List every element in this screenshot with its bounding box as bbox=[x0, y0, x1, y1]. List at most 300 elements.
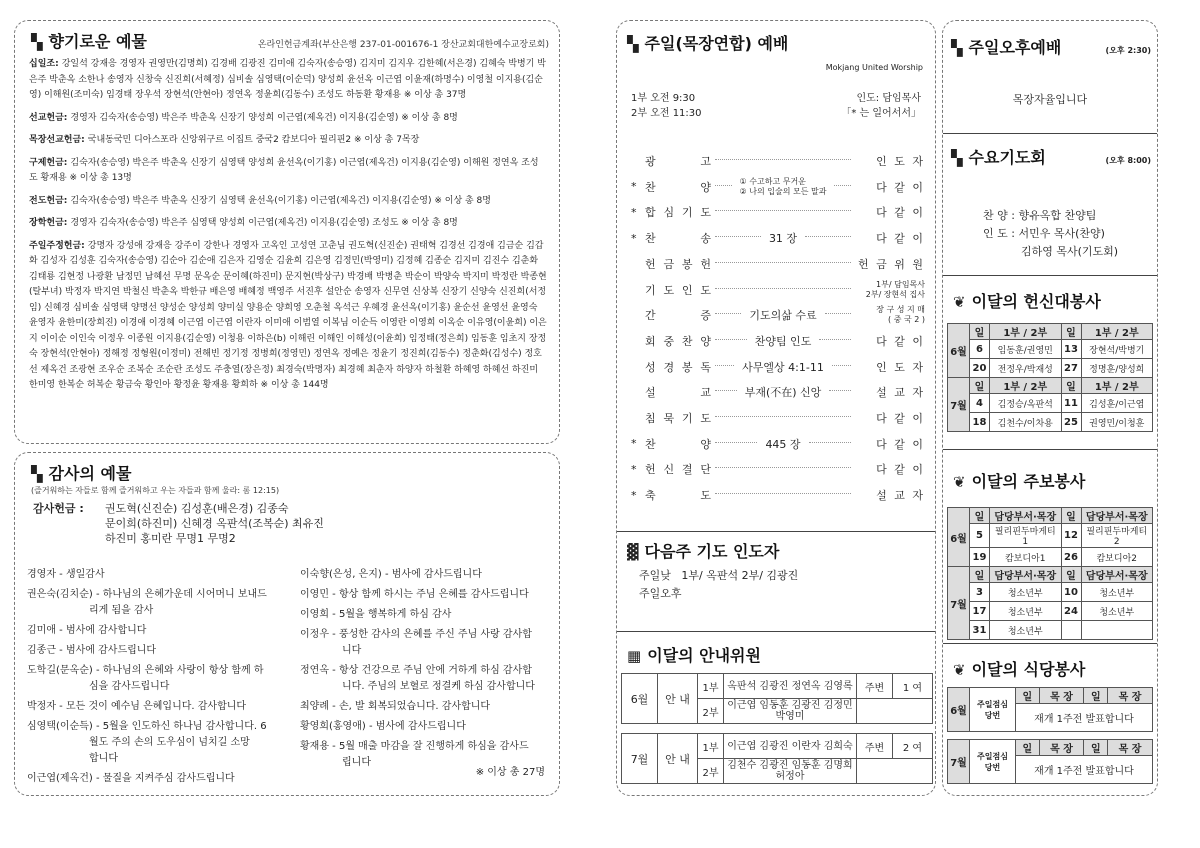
ushers-month: 7월 bbox=[622, 734, 658, 784]
sunday-worship-section bbox=[616, 20, 936, 796]
ushers-table bbox=[621, 673, 933, 784]
program-leader: 인 도 자 bbox=[876, 155, 925, 168]
offering-section bbox=[14, 20, 560, 444]
offering-entry-names: 김숙자(송승영) 박은주 박춘옥 신장기 심영택 윤선옥(이기홍) 이근엽(제옥건) 이지용(김순영) ※ 이상 총 8명 bbox=[70, 195, 491, 206]
afternoon-text: 목장자율입니다 bbox=[1012, 93, 1088, 106]
service-person: 캄보디아1 bbox=[990, 548, 1062, 567]
service-person: 김천수/이차용 bbox=[990, 413, 1062, 432]
leader-dots bbox=[829, 390, 851, 391]
section-mark-icon: ▚ bbox=[951, 39, 963, 57]
ushers-blank bbox=[857, 759, 933, 784]
thanks-entry bbox=[300, 627, 554, 659]
wednesday-time: (오후 8:00) bbox=[1105, 156, 1151, 165]
service-header-row bbox=[948, 324, 1153, 340]
program-name: 광 고 bbox=[645, 155, 711, 168]
thanks-entry-text: - 항상 건강으로 주님 안에 거하게 하심 감사합 bbox=[332, 665, 532, 676]
ushers-row bbox=[622, 734, 933, 759]
program-row bbox=[631, 305, 925, 325]
offering-entry-label: 목장선교헌금: bbox=[29, 135, 85, 145]
offering-entry bbox=[29, 57, 547, 104]
service-row bbox=[948, 359, 1153, 378]
service-day: 4 bbox=[970, 394, 990, 413]
thanks-entry-cont: 립니다 bbox=[342, 757, 371, 768]
service-person: 전정우/박재성 bbox=[990, 359, 1062, 378]
kitchen-title: 이달의 식당봉사 bbox=[971, 660, 1086, 679]
offering-entry-label: 구제헌금: bbox=[29, 157, 68, 168]
service-header-cell: 일 bbox=[1061, 378, 1081, 394]
ushers-month: 6월 bbox=[622, 674, 658, 724]
service-day: 31 bbox=[970, 621, 990, 640]
service-person: 정명훈/양성희 bbox=[1081, 359, 1153, 378]
program-star: * bbox=[631, 205, 637, 219]
thanks-entry bbox=[27, 663, 297, 695]
thanks-entry-line bbox=[27, 587, 297, 603]
ushers-names: 이근엽 임동훈 김광진 김정민 박영미 bbox=[724, 699, 857, 724]
program-detail-text: ① 수고하고 무거운 ② 나의 입술의 모든 말과 bbox=[739, 176, 827, 196]
ushers-part: 1부 bbox=[698, 674, 724, 699]
program-name: 찬 양 bbox=[645, 180, 711, 194]
service-day: 18 bbox=[970, 413, 990, 432]
service-header-row bbox=[948, 508, 1153, 524]
flower-icon: ❦ bbox=[953, 661, 966, 679]
thanks-entry-line bbox=[27, 719, 297, 735]
service-header-cell: 1부 / 2부 bbox=[1081, 378, 1153, 394]
program-detail-text: 부재(不在) 신앙 bbox=[744, 386, 822, 400]
thanks-entry-text: - 풍성한 감사의 은혜를 주신 주님 사랑 감사합 bbox=[332, 629, 532, 640]
ushers-count: 1 여 bbox=[893, 674, 933, 699]
thanks-entry-text: - 범사에 감사드립니다 bbox=[368, 721, 466, 732]
thanks-entry-line bbox=[300, 739, 554, 755]
program-detail bbox=[711, 230, 855, 246]
thanks-entry-line bbox=[300, 627, 554, 643]
program-detail bbox=[711, 288, 855, 292]
offering-entry-label: 선교헌금: bbox=[29, 112, 68, 123]
program-star: * bbox=[631, 231, 637, 245]
program-row bbox=[631, 459, 925, 479]
service-day: 12 bbox=[1061, 524, 1081, 548]
thanks-label: 감사헌금 : bbox=[33, 502, 84, 515]
offering-entry bbox=[29, 194, 547, 210]
service-header-cell: 일 bbox=[970, 508, 990, 524]
program-detail-text: 사무엘상 4:1-11 bbox=[742, 360, 824, 374]
section-mark-icon: ▚ bbox=[951, 149, 963, 167]
section-mark-icon: ▚ bbox=[31, 33, 43, 51]
service-header-cell: 일 bbox=[1061, 324, 1081, 340]
service-header-cell: 일 bbox=[970, 567, 990, 583]
thanks-entry-text: - 모든 것이 예수님 은혜입니다. 감사합니다 bbox=[59, 701, 247, 712]
leader-dots bbox=[715, 442, 757, 443]
service-header-row bbox=[948, 378, 1153, 394]
kitchen-header-cell: 일 bbox=[1016, 688, 1040, 704]
leader-dots bbox=[715, 467, 851, 468]
thanks-entry-line bbox=[27, 567, 297, 583]
right-column bbox=[942, 20, 1158, 796]
program-detail bbox=[711, 177, 855, 197]
thanks-entry bbox=[27, 771, 297, 787]
ushers-spacer bbox=[622, 724, 933, 734]
program-detail bbox=[711, 493, 855, 497]
leader-dots bbox=[715, 416, 851, 417]
wednesday-line-3: 김하영 목사(기도회) bbox=[1021, 245, 1119, 258]
thanks-entry bbox=[27, 587, 297, 619]
service-month: 6월 bbox=[948, 508, 970, 567]
thanks-section bbox=[14, 452, 560, 796]
ushers-count: 2 여 bbox=[893, 734, 933, 759]
kitchen-notice: 재개 1주전 발표합니다 bbox=[1016, 756, 1153, 784]
service-day: 25 bbox=[1061, 413, 1081, 432]
leader-dots bbox=[819, 339, 851, 340]
program-leader: 다 같 이 bbox=[876, 437, 925, 451]
flowers-title: 이달의 헌신대봉사 bbox=[971, 292, 1101, 311]
thanks-entry-text: - 범사에 감사드립니다 bbox=[384, 569, 482, 580]
service-row bbox=[948, 413, 1153, 432]
thanks-entry-text: - 범사에 감사드립니다 bbox=[59, 645, 157, 656]
program-name: 찬 송 bbox=[645, 232, 711, 246]
program-name: 침 묵 기 도 bbox=[645, 412, 711, 425]
leader-dots bbox=[715, 262, 851, 263]
service-day: 24 bbox=[1061, 602, 1081, 621]
service-header-cell: 일 bbox=[970, 324, 990, 340]
ushers-side: 주변 bbox=[857, 734, 893, 759]
thanks-entry bbox=[300, 719, 554, 735]
leader-dots bbox=[715, 185, 732, 186]
thanks-entry-cont: 니다 bbox=[342, 645, 362, 656]
offering-entry bbox=[29, 111, 547, 127]
offering-entry-names: 강일석 강재응 경영자 권영만(김명희) 김경배 김광진 김미애 김숙자(송승영) 김지미 김지우 김한혜(서은경) 김혜숙 박병기 박은주 박춘옥 소한나 송영자 신창숙 신진희(서혜정) 심비솔 심영택(이순덕) 양성희 윤선옥 이근엽 이윤재(하명수) 이영철 이지용(김순영) 이해원(조미숙) 임경태 장우석 장현석(안현아) 정연옥 정윤희(김동수) 조성도 하동환 황재용 ※ 이상 총 37명 bbox=[29, 59, 546, 100]
sunday-time-2: 2부 오전 11:30 bbox=[631, 108, 702, 119]
service-header-cell: 1부 / 2부 bbox=[990, 378, 1062, 394]
thanks-entry-name: 권은숙(김치순) bbox=[27, 589, 93, 600]
program-detail bbox=[711, 359, 855, 375]
thanks-entry-cont: 리게 됨을 감사 bbox=[89, 605, 154, 616]
afternoon-time: (오후 2:30) bbox=[1105, 46, 1151, 55]
service-day: 11 bbox=[1061, 394, 1081, 413]
leader-dots bbox=[715, 288, 851, 289]
bulletin-title: 이달의 주보봉사 bbox=[971, 472, 1086, 491]
thanks-entry-name: 이영희 bbox=[300, 609, 329, 620]
kitchen-header-cell: 일 bbox=[1084, 688, 1108, 704]
thanks-entry-text: - 5월을 행복하게 하심 감사 bbox=[332, 609, 452, 620]
program-leader: 다 같 이 bbox=[876, 232, 925, 246]
offering-entry-label: 장학헌금: bbox=[29, 218, 68, 228]
thanks-quote: (즐거워하는 자들로 함께 즐거워하고 우는 자들과 함께 울라: 롬 12:15) bbox=[31, 486, 280, 495]
service-person bbox=[1081, 621, 1153, 640]
leader-dots bbox=[805, 236, 851, 237]
program-leader: 다 같 이 bbox=[876, 180, 925, 194]
offering-entry-names: 국내동국민 디아스포라 신앙위구르 이집트 중국2 캄보디아 필리핀2 ※ 이상 총 7목장 bbox=[87, 135, 420, 145]
section-mark-icon: ▚ bbox=[31, 465, 43, 483]
thanks-title: 감사의 예물 bbox=[48, 464, 132, 483]
sunday-note: 「* 는 일어서서」 bbox=[841, 108, 921, 119]
program-star: * bbox=[631, 180, 637, 194]
leader-dots bbox=[825, 313, 851, 314]
kitchen-header-cell: 일 bbox=[1084, 740, 1108, 756]
thanks-names-3: 하진미 홍미란 무명1 무명2 bbox=[105, 532, 236, 545]
program-row bbox=[631, 177, 925, 197]
leader-dots bbox=[809, 442, 851, 443]
wednesday-line-1: 찬 양 : 향유옥합 찬양팀 bbox=[983, 209, 1097, 222]
service-month: 7월 bbox=[948, 378, 970, 432]
thanks-right-list bbox=[300, 567, 554, 775]
thanks-entry-text: - 항상 함께 하시는 주님 은혜를 감사드립니다 bbox=[332, 589, 529, 600]
leader-dots bbox=[834, 185, 851, 186]
service-person: 청소년부 bbox=[990, 621, 1062, 640]
service-row bbox=[948, 394, 1153, 413]
service-person: 김정승/옥판석 bbox=[990, 394, 1062, 413]
kitchen-header-cell: 목 장 bbox=[1039, 740, 1084, 756]
service-day: 17 bbox=[970, 602, 990, 621]
bulletin-table bbox=[947, 507, 1153, 640]
service-person: 김성훈/이근엽 bbox=[1081, 394, 1153, 413]
thanks-entry-line bbox=[300, 719, 554, 735]
program-detail bbox=[711, 436, 855, 452]
program-leader: 인 도 자 bbox=[876, 360, 925, 374]
service-person: 장현석/박병기 bbox=[1081, 340, 1153, 359]
offering-list bbox=[29, 57, 547, 401]
program-row bbox=[631, 485, 925, 505]
service-header-cell: 담당부서·목장 bbox=[990, 567, 1062, 583]
program-detail bbox=[711, 262, 855, 266]
service-day: 20 bbox=[970, 359, 990, 378]
program-row bbox=[631, 202, 925, 222]
offering-entry bbox=[29, 133, 547, 149]
kitchen-month: 6월 bbox=[948, 688, 970, 732]
ushers-part: 2부 bbox=[698, 699, 724, 724]
thanks-entry-line bbox=[27, 771, 297, 787]
thanks-entry-line bbox=[300, 567, 554, 583]
program-name: 성 경 봉 독 bbox=[645, 360, 711, 374]
section-mark-icon: ▚ bbox=[627, 35, 639, 53]
program-detail-text: 31 장 bbox=[768, 232, 798, 246]
afternoon-title: 주일오후예배 bbox=[968, 38, 1062, 57]
service-person: 필리핀두마게티1 bbox=[990, 524, 1062, 548]
program-detail-text: 찬양팀 인도 bbox=[754, 334, 812, 348]
thanks-total: ※ 이상 총 27명 bbox=[475, 767, 545, 778]
thanks-entry bbox=[300, 567, 554, 583]
thanks-entry-name: 김미애 bbox=[27, 625, 56, 636]
offering-entry-names: 경영자 김숙자(송승영) 박은주 박춘옥 신장기 양성희 이근엽(제옥건) 이지용(김순영) ※ 이상 총 8명 bbox=[70, 112, 458, 123]
kitchen-header-row bbox=[948, 740, 1153, 756]
ushers-blank bbox=[857, 699, 933, 724]
leader-dots bbox=[715, 313, 741, 314]
next-prayer-text-1: 1부/ 옥판석 2부/ 김광진 bbox=[681, 569, 799, 582]
thanks-entry-line bbox=[300, 699, 554, 715]
program-detail bbox=[711, 333, 855, 349]
kitchen-header-cell: 목 장 bbox=[1108, 740, 1153, 756]
thanks-entry-name: 황재용 bbox=[300, 741, 329, 752]
service-person: 캄보디아2 bbox=[1081, 548, 1153, 567]
service-header-cell: 담당부서·목장 bbox=[990, 508, 1062, 524]
program-name: 헌 신 결 단 bbox=[645, 463, 711, 477]
service-month: 7월 bbox=[948, 567, 970, 640]
program-name: 찬 양 bbox=[645, 437, 711, 451]
program-detail-text: 기도의삶 수료 bbox=[749, 309, 817, 323]
program-leader: 헌 금 위 원 bbox=[858, 257, 925, 271]
thanks-entry-text: - 하나님의 은혜와 사랑이 항상 함께 하 bbox=[95, 665, 264, 676]
program-star: * bbox=[631, 488, 637, 502]
ushers-part: 1부 bbox=[698, 734, 724, 759]
service-day: 19 bbox=[970, 548, 990, 567]
thanks-entry bbox=[27, 623, 297, 639]
service-person: 청소년부 bbox=[990, 602, 1062, 621]
thanks-entry-line bbox=[27, 623, 297, 639]
kitchen-role: 주일점심 당번 bbox=[970, 688, 1016, 732]
kitchen-header-row bbox=[948, 688, 1153, 704]
thanks-entry-line bbox=[300, 587, 554, 603]
service-person: 청소년부 bbox=[1081, 583, 1153, 602]
thanks-entry-line bbox=[27, 643, 297, 659]
service-row bbox=[948, 524, 1153, 548]
service-day: 5 bbox=[970, 524, 990, 548]
service-day: 3 bbox=[970, 583, 990, 602]
thanks-entry-name: 도학길(문옥순) bbox=[27, 665, 93, 676]
flowers-table bbox=[947, 323, 1153, 432]
program-leader: 1부/ 담임목사 2부/ 장현석 집사 bbox=[865, 279, 925, 299]
thanks-entry-name: 최양례 bbox=[300, 701, 329, 712]
sunday-title: 주일(목장연합) 예배 bbox=[644, 34, 789, 53]
leader-dots bbox=[715, 339, 747, 340]
program-name: 헌 금 봉 헌 bbox=[645, 257, 711, 271]
service-day bbox=[1061, 621, 1081, 640]
wednesday-title: 수요기도회 bbox=[968, 148, 1046, 167]
section-mark-icon: ▦ bbox=[627, 647, 642, 665]
section-mark-icon: ▓ bbox=[627, 543, 639, 561]
thanks-entry bbox=[27, 699, 297, 715]
offering-entry-label: 전도헌금: bbox=[29, 195, 68, 206]
leader-dots bbox=[715, 390, 737, 391]
program-row bbox=[631, 357, 925, 377]
thanks-entry-line bbox=[27, 699, 297, 715]
thanks-entry bbox=[300, 699, 554, 715]
sunday-subtitle: Mokjang United Worship bbox=[825, 63, 923, 72]
program-leader: 다 같 이 bbox=[876, 206, 925, 220]
ushers-names: 옥판석 김광진 정연옥 김영록 bbox=[724, 674, 857, 699]
offering-entry-label: 주일주정헌금: bbox=[29, 240, 85, 251]
program-detail bbox=[711, 416, 855, 420]
program-detail bbox=[711, 384, 855, 400]
thanks-entry-text: - 손, 발 회복되었습니다. 감사합니다 bbox=[332, 701, 491, 712]
offering-title: 향기로운 예물 bbox=[48, 32, 147, 51]
service-header-cell: 1부 / 2부 bbox=[1081, 324, 1153, 340]
service-day: 27 bbox=[1061, 359, 1081, 378]
program-star: * bbox=[631, 437, 637, 451]
ushers-names: 김천수 김광진 임동훈 김명희 허정아 bbox=[724, 759, 857, 784]
thanks-entry-name: 정연옥 bbox=[300, 665, 329, 676]
ushers-title: 이달의 안내위원 bbox=[647, 646, 761, 665]
thanks-entry-line bbox=[27, 663, 297, 679]
program-leader: 다 같 이 bbox=[876, 412, 925, 425]
thanks-entry bbox=[300, 587, 554, 603]
program-leader: 설 교 자 bbox=[876, 489, 925, 503]
thanks-entry-cont: 니다. 주님의 보혈로 정결케 하심 감사합니다 bbox=[342, 681, 535, 692]
kitchen-notice: 재개 1주전 발표합니다 bbox=[1016, 704, 1153, 732]
program-name: 기 도 인 도 bbox=[645, 283, 711, 297]
leader-dots bbox=[715, 210, 851, 211]
program-name: 설 교 bbox=[645, 386, 711, 400]
flower-icon: ❦ bbox=[953, 293, 966, 311]
thanks-entry bbox=[27, 567, 297, 583]
service-day: 26 bbox=[1061, 548, 1081, 567]
thanks-entry-name: 이영민 bbox=[300, 589, 329, 600]
program-row bbox=[631, 151, 925, 171]
kitchen-spacer bbox=[948, 732, 1153, 740]
service-row bbox=[948, 548, 1153, 567]
thanks-entry-name: 이근엽(제옥건) bbox=[27, 773, 93, 784]
thanks-entry-text: - 생일감사 bbox=[59, 569, 105, 580]
ushers-spacer-cell bbox=[622, 724, 933, 734]
program-name: 축 도 bbox=[645, 489, 711, 503]
thanks-entry bbox=[300, 663, 554, 695]
next-prayer-label-1: 주일낮 bbox=[639, 569, 671, 582]
program-leader: 다 같 이 bbox=[876, 463, 925, 477]
thanks-entry-name: 이정우 bbox=[300, 629, 329, 640]
service-person: 필리핀두마게티2 bbox=[1081, 524, 1153, 548]
kitchen-header-cell: 목 장 bbox=[1108, 688, 1153, 704]
thanks-entry-name: 경영자 bbox=[27, 569, 56, 580]
program-row bbox=[631, 382, 925, 402]
program-leader: 설 교 자 bbox=[876, 386, 925, 400]
thanks-entry-cont: 월도 주의 손의 도우심이 넘치길 소망 bbox=[89, 737, 250, 748]
offering-account: 온라인헌금계좌(부산은행 237-01-001676-1 장산교회대한예수교장로회) bbox=[257, 40, 549, 50]
thanks-names-1: 권도혁(신진순) 김성훈(배은경) 김종숙 bbox=[105, 502, 289, 515]
sunday-leader: 인도: 담임목사 bbox=[856, 93, 921, 104]
service-row bbox=[948, 583, 1153, 602]
program-row bbox=[631, 228, 925, 248]
service-day: 6 bbox=[970, 340, 990, 359]
program-detail bbox=[711, 159, 855, 163]
offering-entry bbox=[29, 216, 547, 232]
offering-entry bbox=[29, 239, 547, 394]
program-row bbox=[631, 280, 925, 300]
thanks-left-list bbox=[27, 567, 297, 791]
thanks-entry-line bbox=[300, 663, 554, 679]
service-person: 임동훈/권영민 bbox=[990, 340, 1062, 359]
leader-dots bbox=[715, 365, 734, 366]
thanks-entry-line bbox=[300, 607, 554, 623]
leader-dots bbox=[715, 236, 761, 237]
service-person: 청소년부 bbox=[1081, 602, 1153, 621]
service-month: 6월 bbox=[948, 324, 970, 378]
wednesday-line-2: 인 도 : 서민우 목사(찬양) bbox=[983, 227, 1105, 240]
sunday-time-1: 1부 오전 9:30 bbox=[631, 93, 696, 104]
offering-entry-names: 경영자 김숙자(송승영) 박은주 심영택 양성희 이근엽(제옥건) 이지용(김순영) 조성도 ※ 이상 총 8명 bbox=[70, 218, 458, 228]
thanks-entry-name: 김종근 bbox=[27, 645, 56, 656]
service-row bbox=[948, 340, 1153, 359]
program-detail-text: 445 장 bbox=[765, 437, 801, 451]
service-row bbox=[948, 602, 1153, 621]
service-person: 권영민/이청훈 bbox=[1081, 413, 1153, 432]
service-header-cell: 일 bbox=[1061, 567, 1081, 583]
thanks-entry-text: - 하나님의 은혜가운데 시어머니 보내드 bbox=[95, 589, 267, 600]
program-detail bbox=[711, 467, 855, 471]
offering-entry-names: 강명자 강성애 강재응 강주이 강한나 경영자 고옥인 고성연 고춘님 권도혁(신진순) 권태혁 김경선 김경애 김금순 김갑화 김성자 김성훈 김숙자(송승영) 김순아 김순애 김은자 김영순 김윤희 김은영 김정민(박영미) 김정혜 김종순 김지미 김진수 김춘화 김태룡 김현정 나광환 남정민 남혜선 무명 문옥순 문이혜(하진미) 문지현(박상구) 박경배 박병춘 박순이 박양숙 박지미 박정란 박종현(탈부녀) 박정자 박지연 박철신 박춘옥 박한규 배은영 배혜정 백영주 서진후 설안순 송영자 신무연 신상복 신장기 신양숙 신진희(서정임) 신혜경 심비솔 심영택 양명선 양성순 양성희 양미실 양용순 양희영 오춘철 옥석근 우혜경 윤선옥(이기홍) 윤순선 윤영선 윤영숙 윤영자 윤한미(장희진) 이경애 이경혜 이근엽 이근엽 이란자 이미애 이범열 이복님 이순득 이영란 이영희 이옥순 이유영(이윤희) 이은지 이이순 이인숙 이정우 이종원 이지용(김순영) 이청용 이하은(b) 이해린 이해인 이해성(이윤희) 임정태(정은희) 임동훈 임초지 장정숙 장현석(안현아) 정해정 정형원(이정미) 전해빈 정기정 정병희(정영민) 정연옥 정예은 정윤기 정진희(김동수) 정춘화(김성수) 정호선 제옥건 조광현 조우순 조복순 조순란 조성도 주충열(장은정) 최경숙(박명자) 최경혜 최춘자 하양자 하철환 하혜영 하혜선 하진미 한미영 한복순 허복순 황금숙 황인아 황정윤 황재용 황희하 ※ 이상 총 144명 bbox=[29, 240, 547, 390]
thanks-entry bbox=[27, 643, 297, 659]
offering-entry bbox=[29, 156, 547, 187]
service-header-cell: 담당부서·목장 bbox=[1081, 508, 1153, 524]
leader-dots bbox=[715, 159, 851, 160]
program-row bbox=[631, 254, 925, 274]
kitchen-role: 주일점심 당번 bbox=[970, 740, 1016, 784]
thanks-entry-cont: 심을 감사드립니다 bbox=[89, 681, 170, 692]
thanks-names-2: 문이희(하진미) 신혜경 옥판석(조복순) 최유진 bbox=[105, 517, 324, 530]
ushers-names: 이근엽 김광진 이란자 김희숙 bbox=[724, 734, 857, 759]
flower-icon: ❦ bbox=[953, 473, 966, 491]
offering-entry-label: 십일조: bbox=[29, 59, 59, 69]
service-person: 청소년부 bbox=[990, 583, 1062, 602]
program-leader: 다 같 이 bbox=[876, 334, 925, 348]
program-star: * bbox=[631, 462, 637, 476]
thanks-entry-name: 이숙향(은성, 은지) bbox=[300, 569, 382, 580]
